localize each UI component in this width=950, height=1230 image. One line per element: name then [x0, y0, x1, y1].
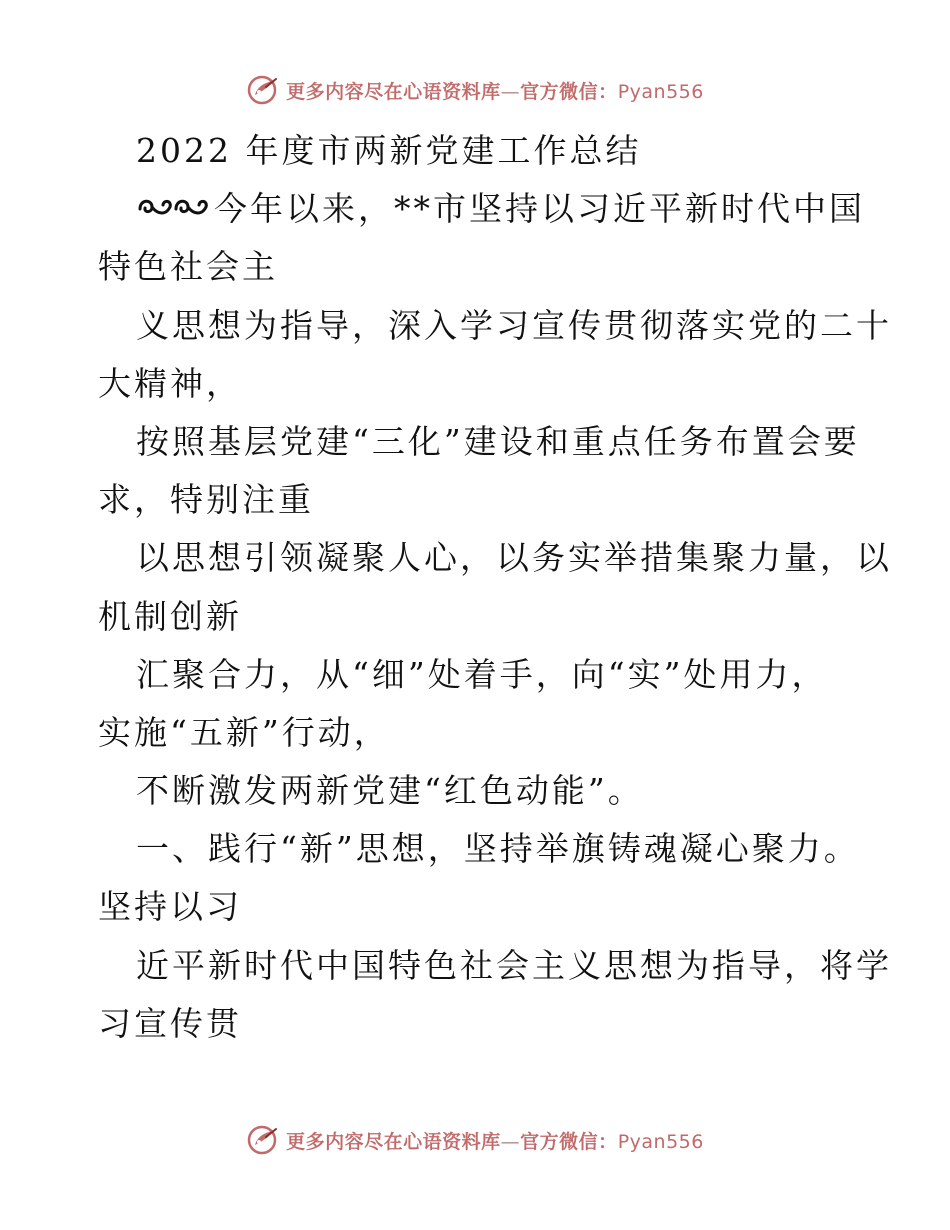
paragraph-line: 坚持以习 [98, 887, 242, 927]
brand-logo-icon [246, 73, 280, 107]
watermark-main-text: 更多内容尽在心语资料库 [286, 1130, 501, 1153]
paragraph-line: 习宣传贯 [98, 1003, 242, 1043]
document-body [98, 122, 892, 1053]
footer-watermark [0, 1120, 950, 1160]
watermark-account-id: Pyan556 [617, 1130, 704, 1153]
watermark-official-label: 官方微信： [520, 1130, 618, 1153]
paragraph-line: 近平新时代中国特色社会主义思想为指导，将学 [136, 945, 892, 985]
watermark-separator: — [500, 80, 521, 103]
paragraph-line: 求，特别注重 [98, 480, 314, 520]
paragraph-line: 实施“五新”行动， [98, 712, 390, 752]
document-title: 2022 年度市两新党建工作总结 [136, 131, 642, 170]
watermark-official-label: 官方微信： [520, 80, 618, 103]
paragraph-line: 义思想为指导，深入学习宣传贯彻落实党的二十 [136, 305, 892, 345]
watermark-account-id: Pyan556 [617, 80, 704, 103]
paragraph-line: 以思想引领凝聚人心，以务实举措集聚力量，以 [136, 538, 892, 578]
watermark-separator: — [500, 1130, 521, 1153]
decorative-swirl-icon [136, 193, 212, 223]
paragraph-line: 大精神， [98, 363, 242, 403]
paragraph-line [98, 180, 865, 238]
paragraph-text: 今年以来，**市坚持以习近平新时代中国 [214, 189, 865, 229]
section-heading: 一、践行“新”思想，坚持举旗铸魂凝心聚力。 [136, 829, 860, 869]
paragraph-line: 特色社会主 [98, 247, 278, 287]
paragraph-line: 按照基层党建“三化”建设和重点任务布置会要 [136, 421, 860, 461]
brand-logo-icon [246, 1123, 280, 1157]
paragraph-line: 不断激发两新党建“红色动能”。 [136, 771, 644, 811]
header-watermark [0, 70, 950, 110]
paragraph-line: 机制创新 [98, 596, 242, 636]
paragraph-line: 汇聚合力，从“细”处着手，向“实”处用力， [136, 654, 828, 694]
watermark-main-text: 更多内容尽在心语资料库 [286, 80, 501, 103]
